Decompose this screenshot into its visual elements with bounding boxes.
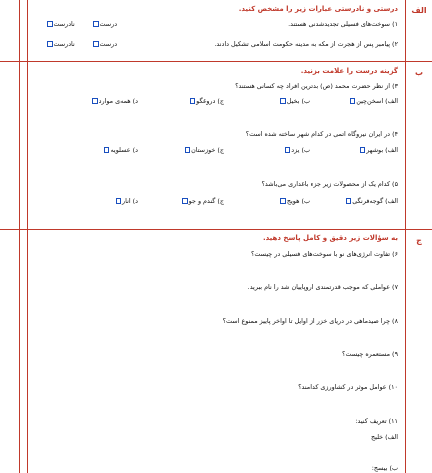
q4-option-b[interactable]: ب) یزد xyxy=(284,146,310,155)
margin-line xyxy=(27,0,28,473)
checkbox-icon[interactable] xyxy=(116,198,122,204)
checkbox-icon[interactable] xyxy=(182,198,188,204)
section-divider-1 xyxy=(0,61,432,62)
checkbox-icon[interactable] xyxy=(280,198,286,204)
section-letter-b: ب xyxy=(414,68,424,77)
section-b-title: گزینه درست را علامت بزنید. xyxy=(300,67,398,75)
checkbox-icon[interactable] xyxy=(47,41,53,47)
section-c-title: به سؤالات زیر دقیق و کامل پاسخ دهید. xyxy=(262,234,398,242)
question-3: ۳) از نظر حضرت محمد (ص) بدترین افراد چه کسانی هستند؟ xyxy=(235,82,398,90)
checkbox-icon[interactable] xyxy=(47,21,53,27)
false-option-2[interactable]: نادرست xyxy=(46,40,75,49)
q3-option-c[interactable]: ج) دروغگو xyxy=(189,97,224,106)
checkbox-icon[interactable] xyxy=(93,41,99,47)
q3-option-a[interactable]: الف) اسخن‌چین xyxy=(349,97,398,106)
section-a-title: درستی و نادرستی عبارات زیر را مشخص کنید. xyxy=(238,5,398,13)
q4-option-d[interactable]: د) عسلویه xyxy=(103,146,138,155)
question-11-part-b: ب) بیسج: xyxy=(371,464,398,472)
q3-option-d[interactable]: د) همه‌ی موارد xyxy=(91,97,138,106)
checkbox-icon[interactable] xyxy=(185,147,191,153)
q5-option-c[interactable]: ج) گندم و جو xyxy=(181,197,224,206)
checkbox-icon[interactable] xyxy=(285,147,291,153)
q4-option-c[interactable]: ج) خوزستان xyxy=(184,146,224,155)
q5-option-d[interactable]: د) انار xyxy=(115,197,138,206)
question-10: ۱۰) عوامل موثر در کشاورزی کدامند؟ xyxy=(298,383,398,391)
section-letter-a: الف xyxy=(411,6,427,15)
question-9: ۹) مستعمره چیست؟ xyxy=(342,350,398,358)
statement-2: ۲) پیامبر پس از هجرت از مکه به مدینه حکومت اسلامی تشکیل دادند. xyxy=(214,40,398,48)
question-5: ۵) کدام یک از محصولات زیر جزء باغداری می‌باشد؟ xyxy=(261,180,398,188)
checkbox-icon[interactable] xyxy=(93,21,99,27)
checkbox-icon[interactable] xyxy=(92,98,98,104)
section-letter-c: ج xyxy=(416,236,422,245)
question-4: ۴) در ایران نیروگاه اتمی در کدام شهر ساخته شده است؟ xyxy=(245,130,398,138)
false-option-1[interactable]: نادرست xyxy=(46,20,75,29)
checkbox-icon[interactable] xyxy=(346,198,352,204)
frame-left-line xyxy=(19,0,20,473)
checkbox-icon[interactable] xyxy=(360,147,366,153)
true-option-2[interactable]: درست xyxy=(92,40,117,49)
section-divider-2 xyxy=(0,229,432,230)
true-option-1[interactable]: درست xyxy=(92,20,117,29)
q3-option-b[interactable]: ب) بخیل xyxy=(279,97,310,106)
checkbox-icon[interactable] xyxy=(280,98,286,104)
q4-option-a[interactable]: الف) بوشهر xyxy=(359,146,398,155)
question-8: ۸) چرا صیدماهی در دریای خزر از اوایل تا اواخر پاییز ممنوع است؟ xyxy=(222,317,398,325)
q5-option-a[interactable]: الف) گوجه‌فرنگی xyxy=(345,197,398,206)
checkbox-icon[interactable] xyxy=(350,98,356,104)
label-column-line xyxy=(405,0,406,473)
question-7: ۷) عواملی که موجب قدرتمندی اروپاییان شد را نام ببرید. xyxy=(247,283,398,291)
question-11: ۱۱) تعریف کنید: xyxy=(355,417,398,425)
checkbox-icon[interactable] xyxy=(104,147,110,153)
question-11-part-a: الف) خلیج xyxy=(371,433,398,441)
question-6: ۶) تفاوت انرژی‌های نو با سوخت‌های فسیلی در چیست؟ xyxy=(250,250,398,258)
checkbox-icon[interactable] xyxy=(190,98,196,104)
statement-1: ۱) سوخت‌های فسیلی تجدیدشدنی هستند. xyxy=(288,20,398,28)
q5-option-b[interactable]: ب) هویج xyxy=(279,197,310,206)
